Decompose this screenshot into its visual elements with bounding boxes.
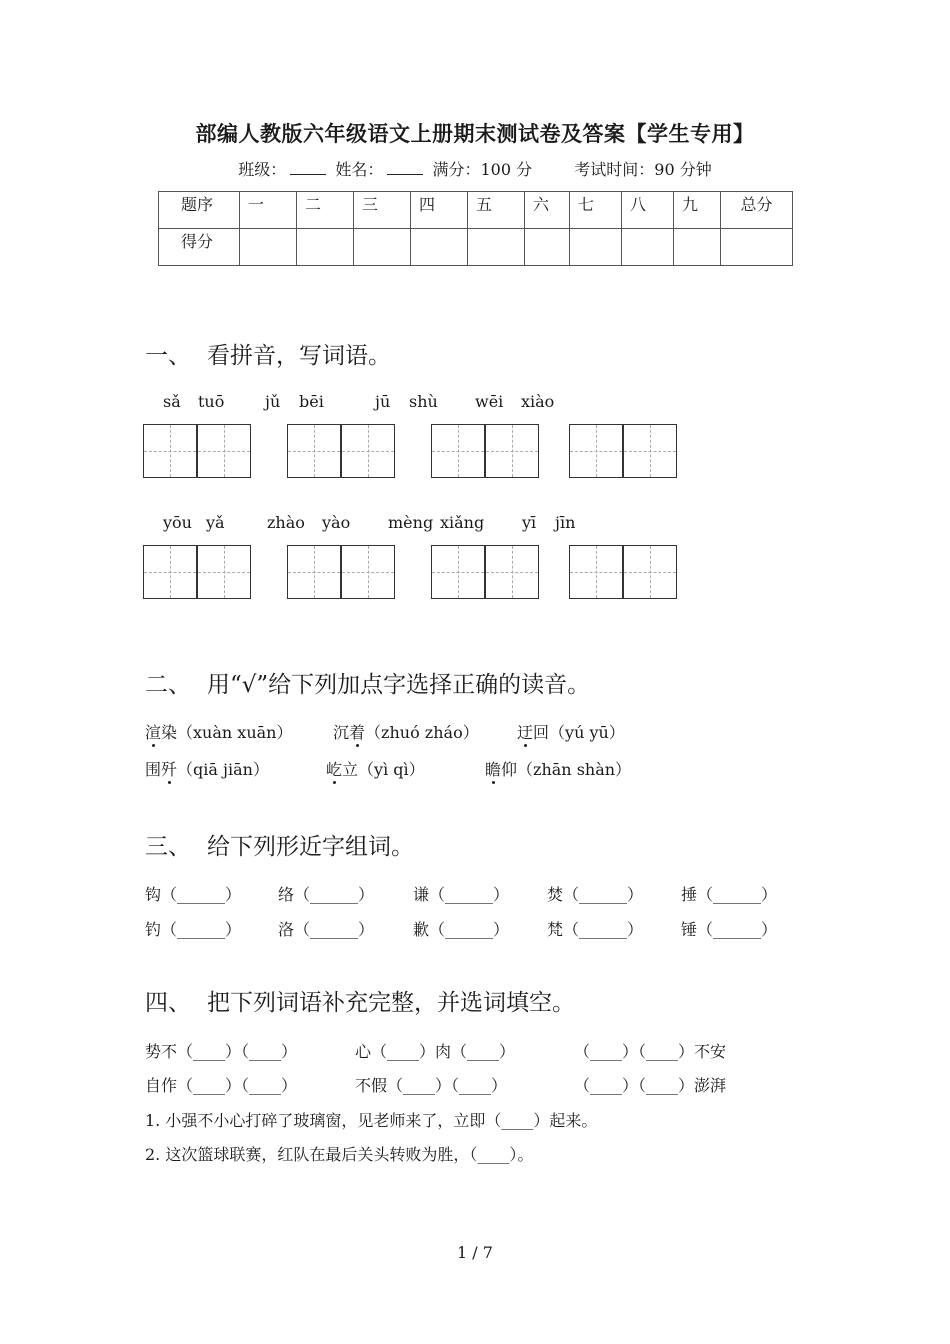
writing-box[interactable] <box>623 545 677 599</box>
score-input-cell[interactable] <box>721 229 793 266</box>
section-number: 四、 <box>145 990 191 1016</box>
char: 染 <box>161 723 178 742</box>
section2-heading <box>145 666 590 699</box>
pinyin: wēi <box>475 392 504 411</box>
pinyin: mèng <box>388 513 434 532</box>
table-cell: 五 <box>468 192 525 229</box>
word-item[interactable]: 钓（______） <box>145 920 242 939</box>
reading-item <box>145 757 269 780</box>
table-cell: 七 <box>570 192 622 229</box>
word-item[interactable]: 焚（______） <box>547 885 644 904</box>
reading-options[interactable]: （zhān shàn） <box>517 760 632 779</box>
reading-options[interactable]: （qiā jiān） <box>177 760 269 779</box>
pinyin: yǎ <box>206 513 225 532</box>
score-input-cell[interactable] <box>525 229 570 266</box>
word-item[interactable]: 梵（______） <box>547 920 644 939</box>
word-item[interactable]: 谦（______） <box>413 885 510 904</box>
reading-item <box>517 720 625 743</box>
score-table <box>158 191 793 266</box>
class-label: 班级： <box>238 160 287 179</box>
section-title: 用“√”给下列加点字选择正确的读音。 <box>207 672 591 698</box>
dotted-char: 迂 <box>517 723 534 742</box>
idiom-item[interactable]: 自作（____）（____） <box>145 1076 298 1095</box>
table-cell: 题序 <box>159 192 240 229</box>
pinyin: jīn <box>555 513 576 532</box>
word-item[interactable]: 锤（______） <box>681 920 778 939</box>
reading-options[interactable]: （yú yū） <box>549 723 625 742</box>
writing-box[interactable] <box>485 545 539 599</box>
writing-box[interactable] <box>341 545 395 599</box>
dotted-char: 着 <box>349 723 366 742</box>
word-item[interactable]: 洛（______） <box>278 920 375 939</box>
fill-question-2[interactable]: 2. 这次篮球联赛，红队在最后关头转败为胜，（____）。 <box>145 1145 534 1164</box>
writing-box[interactable] <box>197 545 251 599</box>
idiom-item[interactable]: 势不（____）（____） <box>145 1042 298 1061</box>
reading-options[interactable]: （yì qì） <box>358 760 425 779</box>
char: 沉 <box>333 723 350 742</box>
char: 仰 <box>501 760 518 779</box>
section-title: 把下列词语补充完整，并选词填空。 <box>207 990 575 1016</box>
score-input-cell[interactable] <box>297 229 354 266</box>
reading-options[interactable]: （xuàn xuān） <box>177 723 293 742</box>
name-blank[interactable] <box>387 173 423 175</box>
writing-box[interactable] <box>287 424 341 478</box>
exam-info <box>0 157 950 180</box>
word-item[interactable]: 络（______） <box>278 885 375 904</box>
page-number: 1 / 7 <box>457 1243 493 1262</box>
idiom-item[interactable]: （____）（____）澎湃 <box>574 1076 727 1095</box>
pinyin: shù <box>409 392 438 411</box>
section-number: 三、 <box>145 834 191 860</box>
writing-box[interactable] <box>569 545 623 599</box>
section3-heading <box>145 828 414 861</box>
score-input-cell[interactable] <box>411 229 468 266</box>
idiom-item[interactable]: 心（____）肉（____） <box>355 1042 516 1061</box>
reading-item <box>145 720 292 743</box>
score-input-cell[interactable] <box>354 229 411 266</box>
table-cell: 二 <box>297 192 354 229</box>
pinyin: yào <box>322 513 351 532</box>
idiom-item[interactable]: 不假（____）（____） <box>355 1076 508 1095</box>
writing-box[interactable] <box>341 424 395 478</box>
writing-box[interactable] <box>431 545 485 599</box>
section-number: 一、 <box>145 343 191 369</box>
table-cell: 四 <box>411 192 468 229</box>
section-title: 给下列形近字组词。 <box>207 834 414 860</box>
score-input-cell[interactable] <box>674 229 721 266</box>
dotted-char: 屹 <box>326 760 343 779</box>
pinyin: sǎ <box>163 392 181 411</box>
writing-box[interactable] <box>431 424 485 478</box>
score-table-header-row <box>159 192 793 229</box>
full-score: 满分：100 分 <box>432 160 533 179</box>
pinyin: zhào <box>267 513 305 532</box>
char: 回 <box>533 723 550 742</box>
score-input-cell[interactable] <box>240 229 297 266</box>
section-title: 看拼音，写词语。 <box>207 343 391 369</box>
writing-box[interactable] <box>569 424 623 478</box>
reading-item <box>333 720 479 743</box>
pinyin: jū <box>375 392 391 411</box>
reading-item <box>326 757 425 780</box>
section1-heading <box>145 337 391 370</box>
table-cell: 三 <box>354 192 411 229</box>
pinyin: tuō <box>198 392 225 411</box>
exam-time: 考试时间：90 分钟 <box>574 160 712 179</box>
score-input-cell[interactable] <box>570 229 622 266</box>
score-input-cell[interactable] <box>622 229 674 266</box>
table-cell: 八 <box>622 192 674 229</box>
word-item[interactable]: 钩（______） <box>145 885 242 904</box>
dotted-char: 渲 <box>145 723 162 742</box>
section-number: 二、 <box>145 672 191 698</box>
dotted-char: 歼 <box>161 760 178 779</box>
reading-item <box>485 757 631 780</box>
name-label: 姓名： <box>335 160 384 179</box>
table-cell: 六 <box>525 192 570 229</box>
table-cell: 九 <box>674 192 721 229</box>
writing-box[interactable] <box>623 424 677 478</box>
char: 围 <box>145 760 162 779</box>
idiom-item[interactable]: （____）（____）不安 <box>574 1042 727 1061</box>
word-item[interactable]: 歉（______） <box>413 920 510 939</box>
dotted-char: 瞻 <box>485 760 502 779</box>
pinyin: jǔ <box>265 392 281 411</box>
pinyin: yī <box>522 513 537 532</box>
table-cell: 一 <box>240 192 297 229</box>
pinyin: xiǎng <box>440 513 485 532</box>
reading-options[interactable]: （zhuó zháo） <box>365 723 479 742</box>
pinyin: bēi <box>299 392 324 411</box>
char: 立 <box>342 760 359 779</box>
writing-box[interactable] <box>485 424 539 478</box>
score-table-score-row <box>159 229 793 266</box>
writing-box[interactable] <box>287 545 341 599</box>
fill-question-1[interactable]: 1. 小强不小心打碎了玻璃窗，见老师来了，立即（____）起来。 <box>145 1111 598 1130</box>
table-cell: 总分 <box>721 192 793 229</box>
pinyin: yōu <box>163 513 192 532</box>
table-cell: 得分 <box>159 229 240 266</box>
writing-box[interactable] <box>143 545 197 599</box>
score-input-cell[interactable] <box>468 229 525 266</box>
writing-box[interactable] <box>197 424 251 478</box>
writing-box[interactable] <box>143 424 197 478</box>
page-title: 部编人教版六年级语文上册期末测试卷及答案【学生专用】 <box>195 121 755 146</box>
section4-heading <box>145 984 575 1017</box>
pinyin: xiào <box>521 392 555 411</box>
word-item[interactable]: 捶（______） <box>681 885 778 904</box>
class-blank[interactable] <box>290 173 326 175</box>
